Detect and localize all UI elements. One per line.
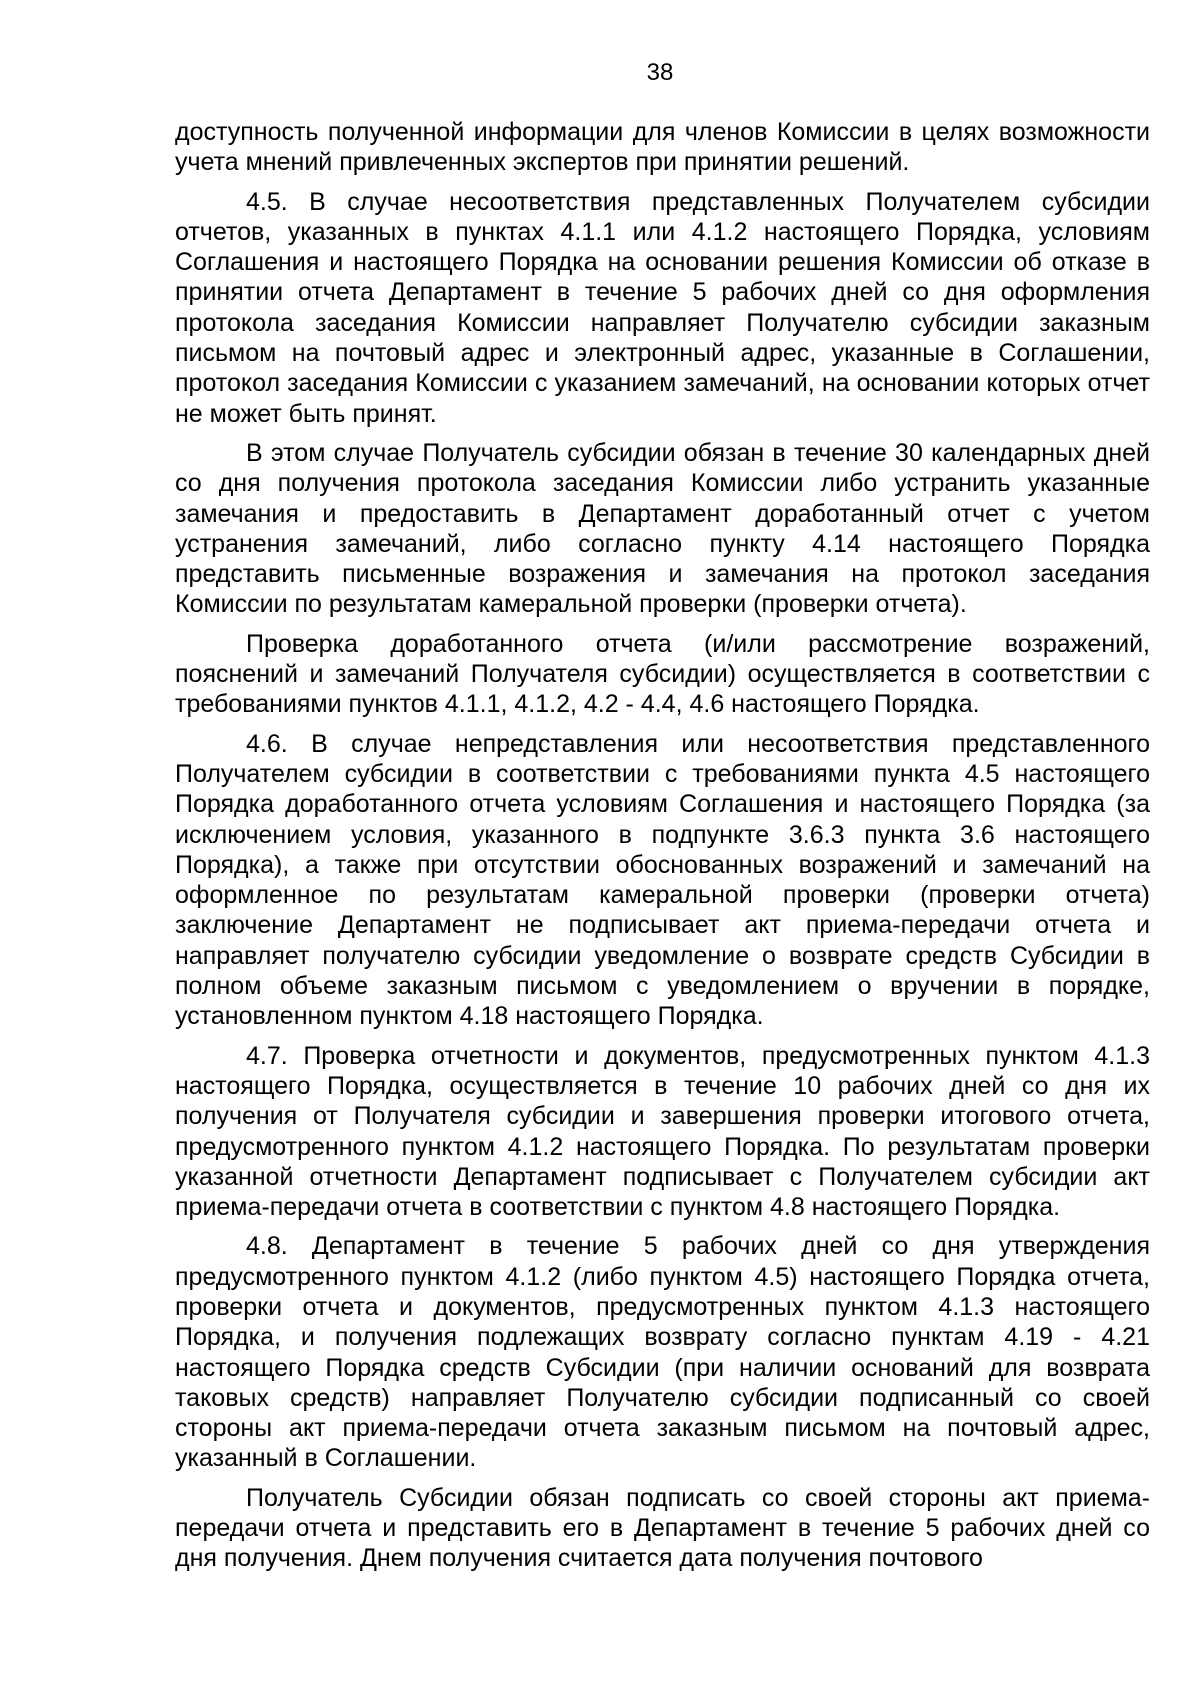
paragraph-4-8-recipient: Получатель Субсидии обязан подписать со своей стороны акт приема-передачи отчета и представить его в Департамент в течение 5 рабочих дней со дня получения. Днем получения считается дата получения почтового <box>175 1483 1150 1573</box>
paragraph-4-6: 4.6. В случае непредставления или несоответствия представленного Получателем субсидии в соответствии с требованиями пункта 4.5 настоящего Порядка доработанного отчета условиям Соглашения и настоящего Порядка (за исключением условия, указанного в подпункте 3.6.3 пункта 3.6 настоящего Порядка), а также при отсутствии обоснованных возражений и замечаний на оформленное по результатам камеральной проверки (проверки отчета) заключение Департамент не подписывает акт приема-передачи отчета и направляет получателю субсидии уведомление о возврате средств Субсидии в полном объеме заказным письмом с уведомлением о вручении в порядке, установленном пунктом 4.18 настоящего Порядка. <box>175 729 1150 1031</box>
page-number: 38 <box>646 59 674 86</box>
paragraph-4-5: 4.5. В случае несоответствия представленных Получателем субсидии отчетов, указанных в пунктах 4.1.1 или 4.1.2 настоящего Порядка, условиям Соглашения и настоящего Порядка на основании решения Комиссии об отказе в принятии отчета Департамент в течение 5 рабочих дней со дня оформления протокола заседания Комиссии направляет Получателю субсидии заказным письмом на почтовый адрес и электронный адрес, указанные в Соглашении, протокол заседания Комиссии с указанием замечаний, на основании которых отчет не может быть принят. <box>175 187 1150 428</box>
document-body <box>175 117 1150 1583</box>
paragraph-4-8: 4.8. Департамент в течение 5 рабочих дней со дня утверждения предусмотренного пунктом 4.1.2 (либо пунктом 4.5) настоящего Порядка отчета, проверки отчета и документов, предусмотренных пунктом 4.1.3 настоящего Порядка, и получения подлежащих возврату согласно пунктам 4.19 - 4.21 настоящего Порядка средств Субсидии (при наличии оснований для возврата таковых средств) направляет Получателю субсидии подписанный со своей стороны акт приема-передачи отчета заказным письмом на почтовый адрес, указанный в Соглашении. <box>175 1232 1150 1473</box>
paragraph-4-5-revision: В этом случае Получатель субсидии обязан в течение 30 календарных дней со дня получения протокола заседания Комиссии либо устранить указанные замечания и предоставить в Департамент доработанный отчет с учетом устранения замечаний, либо согласно пункту 4.14 настоящего Порядка представить письменные возражения и замечания на протокол заседания Комиссии по результатам камеральной проверки (проверки отчета). <box>175 438 1150 619</box>
paragraph-4-5-verification: Проверка доработанного отчета (и/или рассмотрение возражений, пояснений и замечаний Получателя субсидии) осуществляется в соответствии с требованиями пунктов 4.1.1, 4.1.2, 4.2 - 4.4, 4.6 настоящего Порядка. <box>175 629 1150 719</box>
paragraph-continuation: доступность полученной информации для членов Комиссии в целях возможности учета мнений привлеченных экспертов при принятии решений. <box>175 118 1150 177</box>
paragraph-4-7: 4.7. Проверка отчетности и документов, предусмотренных пунктом 4.1.3 настоящего Порядка, осуществляется в течение 10 рабочих дней со дня их получения от Получателя субсидии и завершения проверки итогового отчета, предусмотренного пунктом 4.1.2 настоящего Порядка. По результатам проверки указанной отчетности Департамент подписывает с Получателем субсидии акт приема-передачи отчета в соответствии с пунктом 4.8 настоящего Порядка. <box>175 1041 1150 1222</box>
